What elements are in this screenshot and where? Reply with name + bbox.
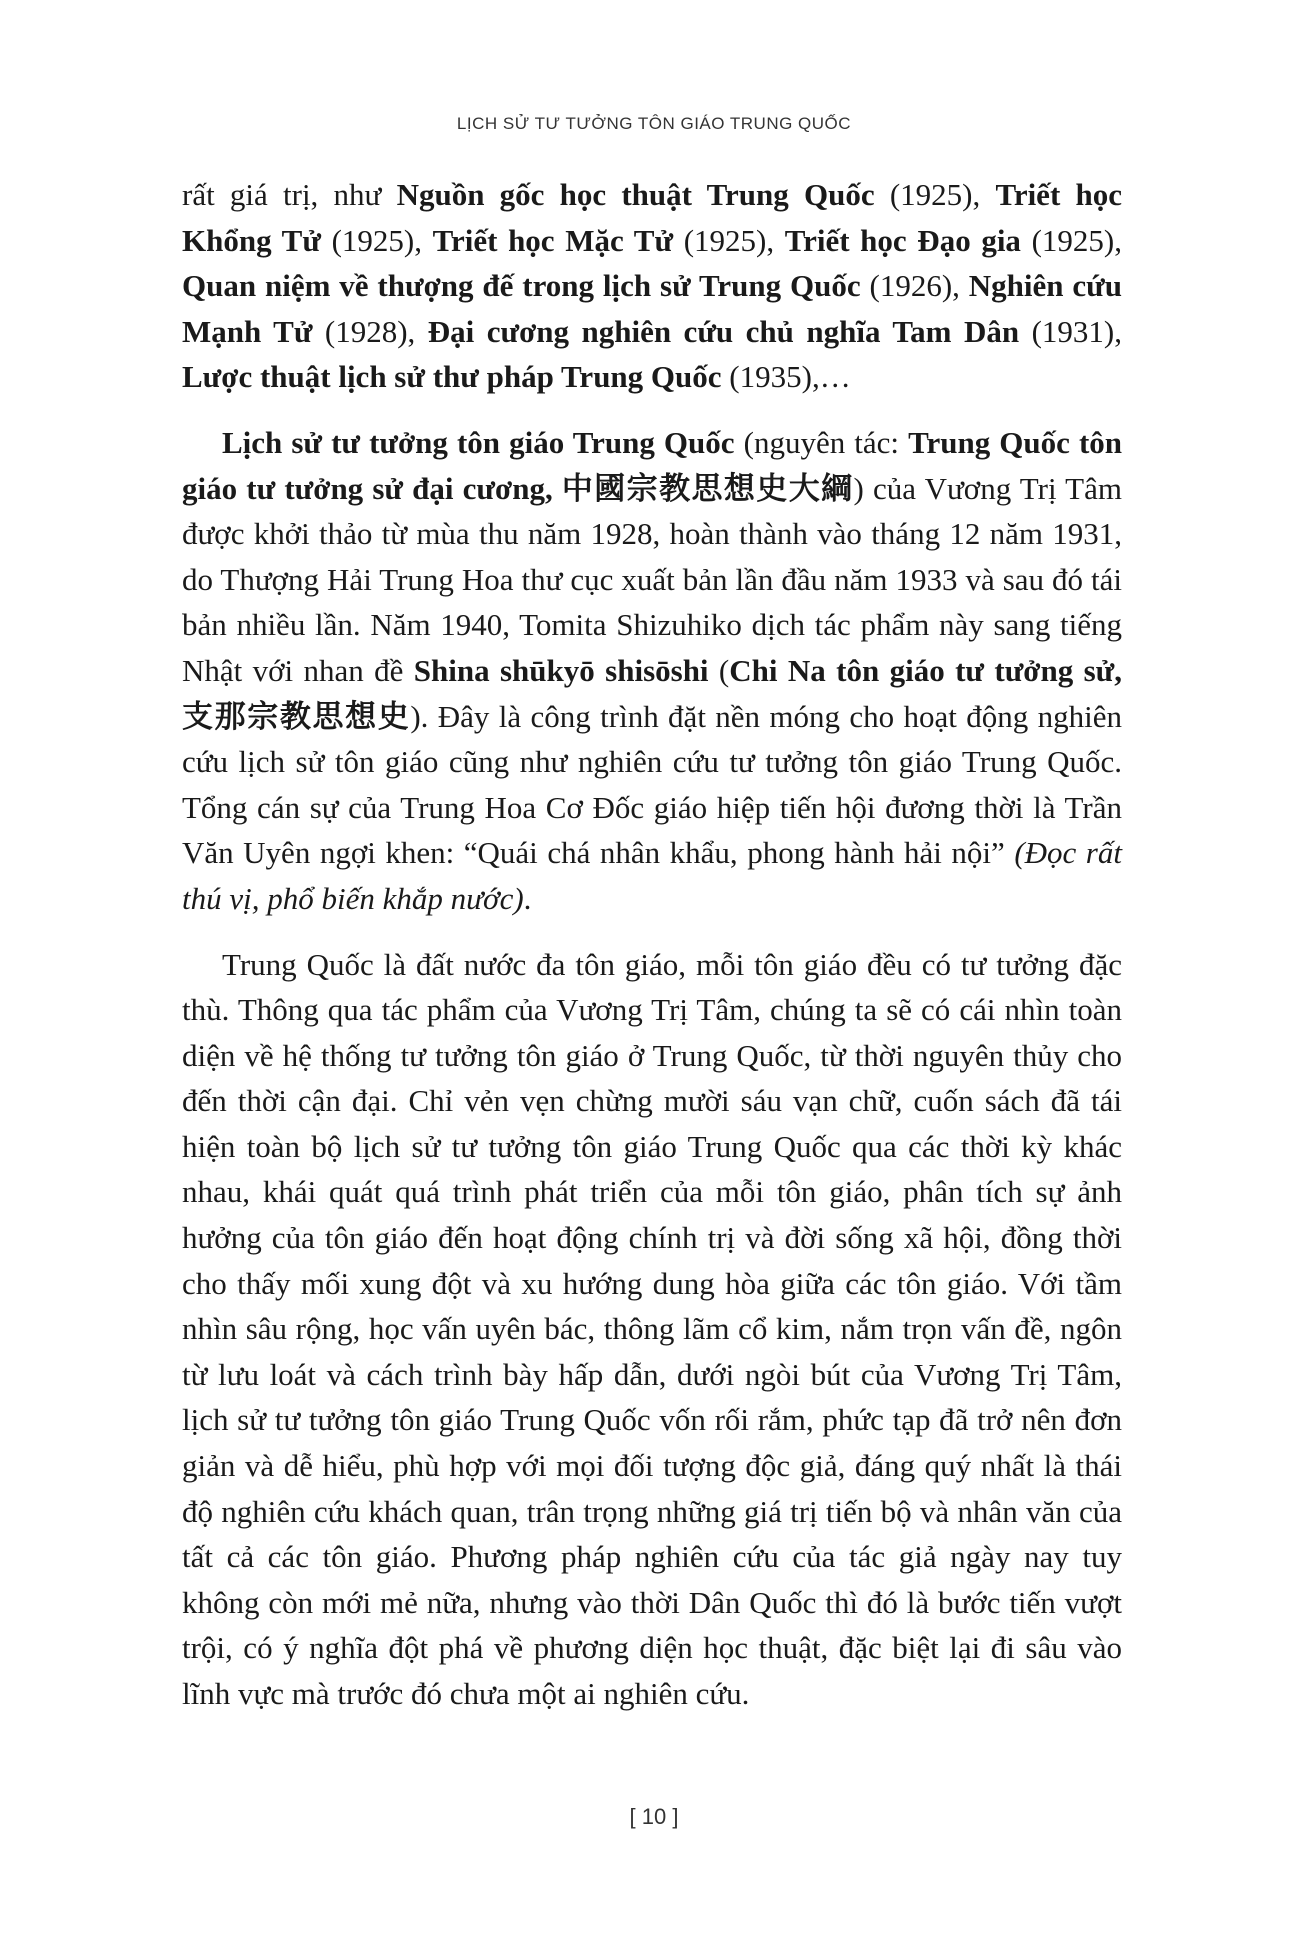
text-span: ) của Vương Trị Tâm được khởi thảo từ mùa thu năm 1928, hoàn thành vào tháng 12 năm 1931, do Thượng Hải Trung Hoa thư cục xuất bản lần đầu năm 1933 và sau đó tái bản nhiều lần. Năm 1940, Tomita Shizuhiko dịch tác phẩm này sang tiếng Nhật với nhan đề (182, 470, 1122, 688)
text-span: (1925), (320, 222, 433, 258)
paragraph-book-assessment: Trung Quốc là đất nước đa tôn giáo, mỗi tôn giáo đều có tư tưởng đặc thù. Thông qua tác phẩm của Vương Trị Tâm, chúng ta sẽ có cái nhìn toàn diện về hệ thống tư tưởng tôn giáo ở Trung Quốc, từ thời nguyên thủy cho đến thời cận đại. Chỉ vẻn vẹn chừng mười sáu vạn chữ, cuốn sách đã tái hiện toàn bộ lịch sử tư tưởng tôn giáo Trung Quốc qua các thời kỳ khác nhau, khái quát quá trình phát triển của mỗi tôn giáo, phân tích sự ảnh hưởng của tôn giáo đến hoạt động chính trị và đời sống xã hội, đồng thời cho thấy mối xung đột và xu hướng dung hòa giữa các tôn giáo. Với tầm nhìn sâu rộng, học vấn uyên bác, thông lãm cổ kim, nắm trọn vấn đề, ngôn từ lưu loát và cách trình bày hấp dẫn, dưới ngòi bút của Vương Trị Tâm, lịch sử tư tưởng tôn giáo Trung Quốc vốn rối rắm, phức tạp đã trở nên đơn giản và dễ hiểu, phù hợp với mọi đối tượng độc giả, đáng quý nhất là thái độ nghiên cứu khách quan, trân trọng những giá trị tiến bộ và nhân văn của tất cả các tôn giáo. Phương pháp nghiên cứu của tác giả ngày nay tuy không còn mới mẻ nữa, nhưng vào thời Dân Quốc thì đó là bước tiến vượt trội, có ý nghĩa đột phá về phương diện học thuật, đặc biệt lại đi sâu vào lĩnh vực mà trước đó chưa một ai nghiên cứu. (182, 946, 1122, 1711)
running-header: LỊCH SỬ TƯ TƯỞNG TÔN GIÁO TRUNG QUỐC (456, 114, 852, 133)
text-span: ). Đây là công trình đặt nền móng cho hoạt động nghiên cứu lịch sử tôn giáo cũng như nghiên cứu tư tưởng tôn giáo Trung Quốc. Tổng cán sự của Trung Hoa Cơ Đốc giáo hiệp tiến hội đương thời là Trần Văn Uyên ngợi khen: “Quái chá nhân khẩu, phong hành hải nội” (182, 698, 1123, 871)
body-text (182, 172, 1122, 1717)
text-span: rất giá trị, như (182, 177, 397, 212)
quote-translation: (Đọc rất thú vị, phổ biến khắp nước) (182, 835, 1122, 916)
text-span: (1928), (312, 313, 428, 349)
page-number: [ 10 ] (629, 1804, 679, 1829)
japanese-title: Shina shūkyō shisōshi (413, 652, 709, 688)
book-title: Triết học Đạo gia (784, 222, 1021, 258)
sino-title: Chi Na tôn giáo tư tưởng sử, 支那宗教思想史 (182, 652, 1122, 734)
text-span: (1935),… (721, 359, 851, 395)
original-title: Trung Quốc tôn giáo tư tưởng sử đại cương, 中國宗教思想史大綱 (182, 424, 1123, 506)
text-span: . (523, 880, 532, 916)
book-title: Nghiên cứu Mạnh Tử (182, 268, 1123, 349)
paragraph-book-history (182, 420, 1122, 922)
paragraph-book-list (182, 172, 1122, 400)
text-span: (1926), (860, 268, 969, 304)
book-title: Lược thuật lịch sử thư pháp Trung Quốc (182, 359, 722, 395)
text-span: (1925), (1020, 222, 1122, 258)
text-span: (1925), (874, 177, 996, 212)
book-title: Triết học Mặc Tử (432, 222, 674, 258)
book-title: Đại cương nghiên cứu chủ nghĩa Tam Dân (427, 313, 1020, 349)
text-span: ( (708, 652, 730, 688)
text-span: (nguyên tác: (734, 424, 909, 460)
book-title: Lịch sử tư tưởng tôn giáo Trung Quốc (222, 424, 735, 460)
book-title: Quan niệm về thượng đế trong lịch sử Trung Quốc (182, 268, 861, 304)
text-span: (1931), (1019, 313, 1122, 349)
book-title: Nguồn gốc học thuật Trung Quốc (396, 177, 875, 212)
text-span: (1925), (673, 222, 785, 258)
book-title: Triết học Khổng Tử (182, 177, 1122, 258)
